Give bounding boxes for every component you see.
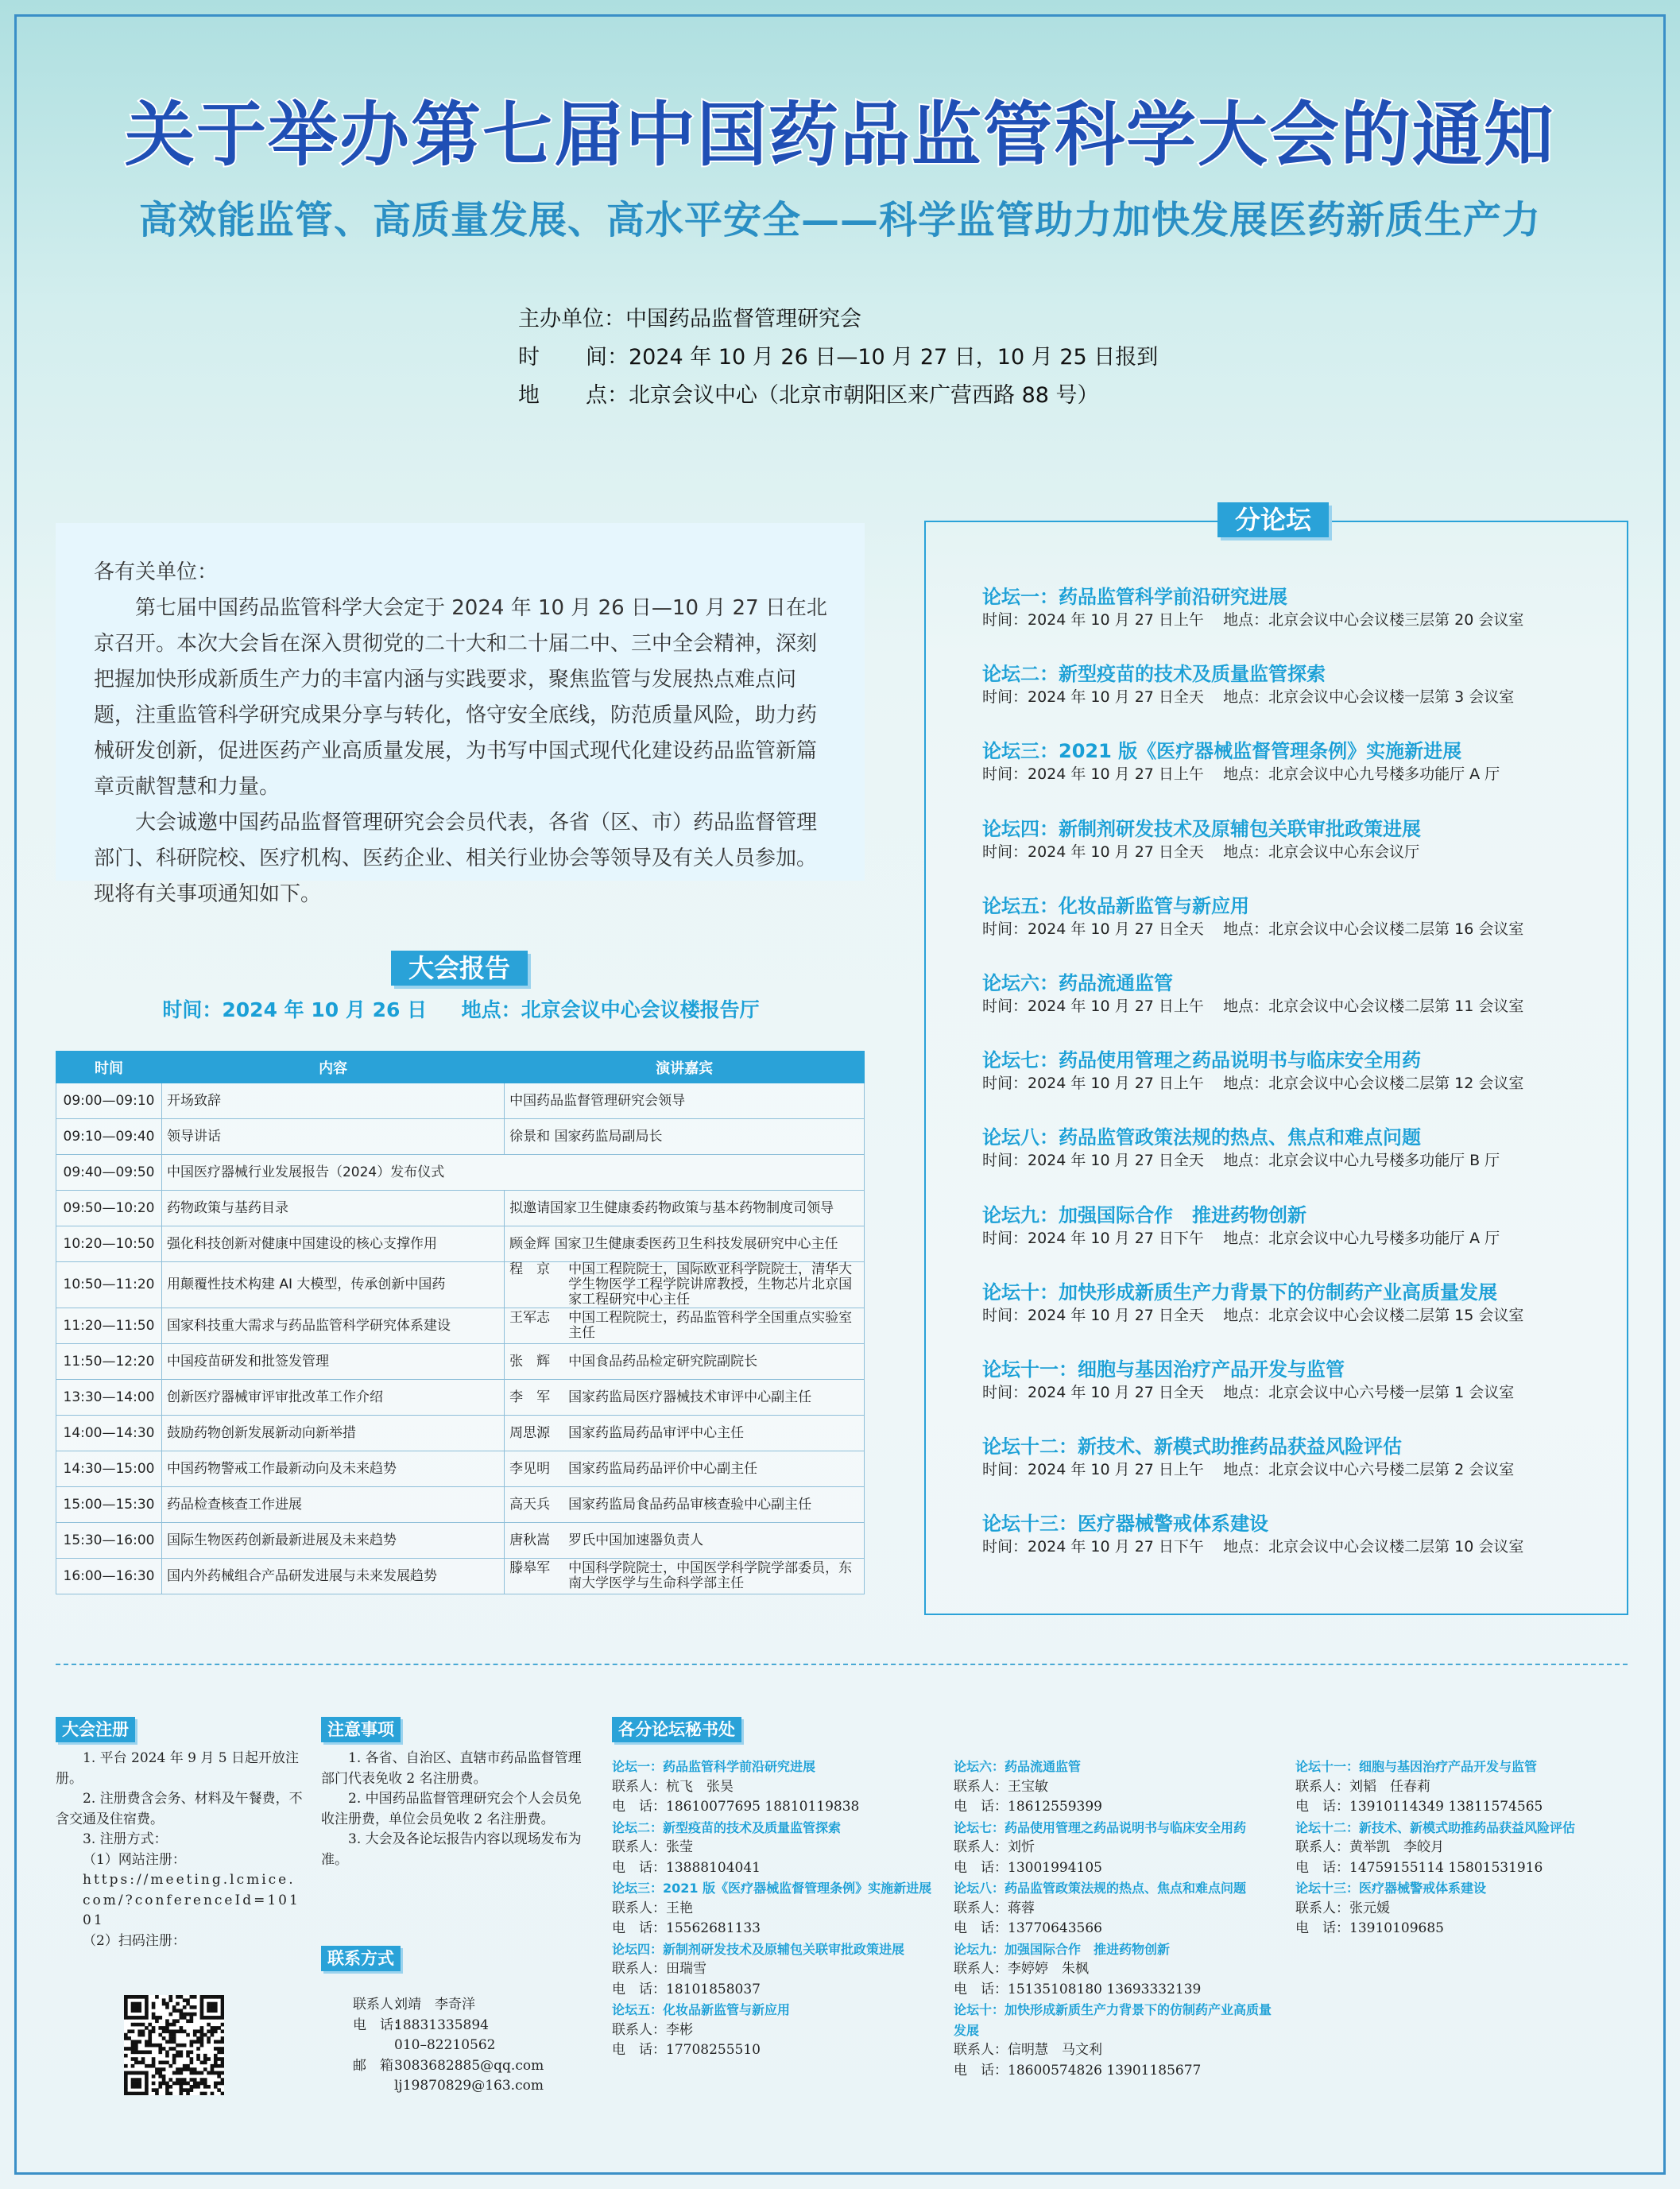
secretariat-phone: 电 话：17708255510 [612,2042,761,2058]
contact-person-label: 联系人： [353,1997,407,2013]
registration-item-4: （1）网站注册： [83,1851,186,1868]
row-speaker: 徐景和 国家药监局副局长 [505,1119,865,1155]
secretariat-phone: 电 话：15135108180 13693332139 [954,1981,1202,1997]
row-speaker [505,1262,865,1308]
secretariat-phone: 电 话：18610077695 18810119838 [612,1799,860,1815]
secretariat-column-1 [612,1757,954,2081]
header-speaker: 演讲嘉宾 [505,1052,865,1083]
contact-person-row [321,1995,583,2016]
secretariat-person: 联系人：李彬 [612,2021,693,2038]
forum-title: 论坛四：新制剂研发技术及原辅包关联审批政策进展 [982,817,1421,840]
event-info [518,300,1158,415]
forum-list [982,585,1610,1589]
secretariat-item [1295,1878,1624,1939]
secretariat-phone: 电 话：13888104041 [612,1859,761,1876]
organizer-row: 主办单位 ： 中国药品监督管理研究会 [518,300,1158,339]
secretariat-phone: 电 话：13910109685 [1295,1920,1444,1936]
organizer-label: 主办单位 [518,307,604,331]
secretariat-section [612,1717,1637,2081]
row-time: 14:00—14:30 [56,1416,162,1451]
speaker-role: 国家药监局食品药品审核查验中心副主任 [568,1496,812,1513]
page-subtitle: 高效能监管、高质量发展、高水平安全——科学监管助力加快发展医药新质生产力 [138,198,1541,242]
secretariat-phone: 电 话：13910114349 13811574565 [1295,1799,1543,1815]
forum-badge: 分论坛 [1217,502,1329,537]
row-time: 16:00—16:30 [56,1559,162,1594]
row-time: 13:30—14:00 [56,1380,162,1416]
contact-email-1[interactable]: 3083682885@qq.com [394,2057,544,2074]
row-content: 中国疫苗研发和批签发管理 [161,1344,504,1380]
table-header-row [56,1052,865,1083]
secretariat-person: 联系人：信明慧 马文利 [954,2042,1102,2058]
secretariat-person: 联系人：王艳 [612,1900,693,1916]
forum-meta: 时间：2024 年 10 月 27 日上午 地点：北京会议中心会议楼二层第 12 会议室 [982,1075,1524,1093]
greeting-paragraph-1: 第七届中国药品监管科学大会定于 2024 年 10 月 26 日—10 月 27 日在北京召开。本次大会旨在深入贯彻党的二十大和二十届二中、三中全会精神，深刻把握加快形成新质生产力的丰富内涵与实践要求，聚焦监管与发展热点难点问题，注重监管科学研究成果分享与转化，恪守安全底线，防范质量风险，助力药械研发创新，促进医药产业高质量发展，为书写中国式现代化建设药品监管新篇章贡献智慧和力量。 [94,596,827,799]
secretariat-forum-title: 论坛二：新型疫苗的技术及质量监管探索 [612,1819,842,1835]
speaker-name: 周思源 [509,1424,551,1441]
secretariat-person: 联系人：刘韬 任春莉 [1295,1778,1430,1795]
secretariat-forum-title: 论坛七：药品使用管理之药品说明书与临床安全用药 [954,1819,1247,1835]
secretariat-item [954,1757,1283,1818]
row-speaker [505,1344,865,1380]
forum-title: 论坛五：化妆品新监管与新应用 [982,894,1249,917]
secretariat-person: 联系人：张莹 [612,1839,693,1855]
secretariat-item [612,1757,941,1818]
forum-item [982,817,1610,894]
table-row [56,1262,865,1308]
secretariat-person: 联系人：黄举凯 李皎月 [1295,1839,1444,1855]
row-content: 中国药物警戒工作最新动向及未来趋势 [161,1451,504,1487]
forum-meta: 时间：2024 年 10 月 27 日下午 地点：北京会议中心九号楼多功能厅 A 厅 [982,1229,1500,1247]
forum-title: 论坛八：药品监管政策法规的热点、焦点和难点问题 [982,1126,1421,1149]
time-label-b: 间 [586,345,607,370]
header-time: 时间 [56,1052,162,1083]
forum-title: 论坛九：加强国际合作 推进药物创新 [982,1203,1306,1226]
secretariat-person: 联系人：李婷婷 朱枫 [954,1961,1089,1977]
place-label-b: 点 [586,383,607,408]
secretariat-person: 联系人：王宝敏 [954,1778,1048,1795]
forum-meta: 时间：2024 年 10 月 27 日全天 地点：北京会议中心东会议厅 [982,843,1420,861]
secretariat-phone: 电 话：18101858037 [612,1981,761,1997]
forum-item [982,739,1610,816]
secretariat-forum-title: 论坛八：药品监管政策法规的热点、焦点和难点问题 [954,1881,1247,1896]
secretariat-person: 联系人：刘忻 [954,1839,1035,1855]
speaker-role: 国家药监局药品评价中心副主任 [568,1460,758,1477]
secretariat-person: 联系人：张元媛 [1295,1900,1390,1916]
notes-section [321,1717,591,1870]
speaker-role: 罗氏中国加速器负责人 [568,1532,704,1548]
table-row [56,1523,865,1559]
contact-person: 刘靖 李奇洋 [394,1997,475,2013]
secretariat-forum-title: 论坛十：加快形成新质生产力背景下的仿制药产业高质量发展 [954,2002,1272,2038]
speaker-name: 王军志 [509,1310,551,1326]
secretariat-item [954,1878,1283,1939]
row-content: 用颠覆性技术构建 AI 大模型，传承创新中国药 [161,1262,504,1308]
secretariat-phone: 电 话：18612559399 [954,1799,1102,1815]
table-row [56,1083,865,1119]
notes-item-1: 1. 各省、自治区、直辖市药品监督管理部门代表免收 2 名注册费。 [321,1750,582,1787]
notes-badge: 注意事项 [321,1717,401,1742]
forum-item [982,1125,1610,1203]
secretariat-item [612,2000,941,2061]
speaker-role: 中国食品药品检定研究院副院长 [568,1353,758,1370]
row-speaker: 中国药品监督管理研究会领导 [505,1083,865,1119]
table-row [56,1344,865,1380]
forum-item [982,662,1610,739]
forum-item [982,1203,1610,1280]
registration-badge: 大会注册 [56,1717,135,1742]
time-value: 2024 年 10 月 26 日—10 月 27 日，10 月 25 日报到 [629,345,1159,370]
organizer-value: 中国药品监督管理研究会 [625,307,861,331]
forum-meta: 时间：2024 年 10 月 27 日全天 地点：北京会议中心会议楼二层第 16 会议室 [982,920,1524,938]
secretariat-column-3 [1295,1757,1637,2081]
row-content: 鼓励药物创新发展新动向新举措 [161,1416,504,1451]
forum-title: 论坛十二：新技术、新模式助推药品获益风险评估 [982,1435,1402,1459]
secretariat-item [954,1939,1283,2001]
table-row [56,1559,865,1594]
table-row [56,1451,865,1487]
contact-phone-label: 电 话： [353,2017,407,2033]
table-row [56,1155,865,1191]
secretariat-item [612,1878,941,1939]
row-time: 09:40—09:50 [56,1155,162,1191]
greeting-paragraph-2: 大会诚邀中国药品监督管理研究会会员代表，各省（区、市）药品监督管理部门、科研院校、医疗机构、医药企业、相关行业协会等领导及有关人员参加。现将有关事项通知如下。 [94,811,818,906]
forum-title: 论坛一：药品监管科学前沿研究进展 [982,586,1287,608]
secretariat-person: 联系人：蒋蓉 [954,1900,1035,1916]
row-content: 国家科技重大需求与药品监管科学研究体系建设 [161,1308,504,1344]
secretariat-person: 联系人：田瑞雪 [612,1961,706,1977]
speaker-name: 张 辉 [509,1353,551,1370]
forum-meta: 时间：2024 年 10 月 27 日全天 地点：北京会议中心会议楼一层第 3 会议室 [982,688,1515,707]
row-speaker [505,1487,865,1523]
secretariat-forum-title: 论坛五：化妆品新监管与新应用 [612,2002,791,2017]
secretariat-person: 联系人：杭飞 张昊 [612,1778,734,1795]
forum-title: 论坛十：加快形成新质生产力背景下的仿制药产业高质量发展 [982,1280,1497,1304]
forum-title: 论坛十一：细胞与基因治疗产品开发与监管 [982,1358,1345,1381]
secretariat-item [612,1939,941,2001]
secretariat-forum-title: 论坛一：药品监管科学前沿研究进展 [612,1759,816,1774]
row-time: 10:20—10:50 [56,1226,162,1262]
secretariat-column-2 [954,1757,1295,2081]
row-content: 国内外药械组合产品研发进展与未来发展趋势 [161,1559,504,1594]
row-time: 10:50—11:20 [56,1262,162,1308]
forum-meta: 时间：2024 年 10 月 27 日全天 地点：北京会议中心九号楼多功能厅 B 厅 [982,1152,1500,1170]
forum-item [982,1358,1610,1435]
table-row [56,1308,865,1344]
speaker-name: 李见明 [509,1460,551,1477]
contact-phone-row [321,2016,583,2036]
report-badge: 大会报告 [391,951,528,986]
registration-item-2: 2. 注册费含会务、材料及午餐费，不含交通及住宿费。 [56,1791,303,1827]
row-speaker [505,1308,865,1344]
report-meta: 时间：2024 年 10 月 26 日 地点：北京会议中心会议楼报告厅 [162,998,760,1021]
time-row: 时 间 ： 2024 年 10 月 26 日—10 月 27 日，10 月 25 日报到 [518,339,1158,377]
row-speaker: 拟邀请国家卫生健康委药物政策与基本药物制度司领导 [505,1191,865,1226]
speaker-role: 国家药监局医疗器械技术审评中心副主任 [568,1389,812,1405]
registration-qr-code[interactable] [124,1995,224,2095]
greeting-salutation: 各有关单位： [94,560,219,584]
forum-meta: 时间：2024 年 10 月 27 日上午 地点：北京会议中心会议楼二层第 11 会议室 [982,997,1524,1015]
forum-meta: 时间：2024 年 10 月 27 日上午 地点：北京会议中心九号楼多功能厅 A 厅 [982,765,1500,784]
greeting-box [56,523,865,906]
speaker-name: 滕皋军 [509,1560,551,1576]
contact-email-row [321,2056,583,2077]
registration-item-5: （2）扫码注册： [83,1932,186,1949]
row-content: 强化科技创新对健康中国建设的核心支撑作用 [161,1226,504,1262]
table-row [56,1416,865,1451]
registration-item-1: 1. 平台 2024 年 9 月 5 日起开放注册。 [56,1750,299,1787]
row-speaker [505,1380,865,1416]
row-time: 11:20—11:50 [56,1308,162,1344]
report-schedule-table [56,1051,865,1594]
forum-meta: 时间：2024 年 10 月 27 日全天 地点：北京会议中心六号楼一层第 1 会议室 [982,1383,1515,1401]
forum-item [982,585,1610,662]
forum-meta: 时间：2024 年 10 月 27 日全天 地点：北京会议中心会议楼二层第 15 会议室 [982,1306,1524,1324]
header-content: 内容 [161,1052,504,1083]
row-time: 09:00—09:10 [56,1083,162,1119]
row-time: 11:50—12:20 [56,1344,162,1380]
forum-title: 论坛十三：医疗器械警戒体系建设 [982,1513,1268,1536]
forum-item [982,894,1610,971]
contact-phone-1: 18831335894 [394,2017,489,2033]
row-time: 09:50—10:20 [56,1191,162,1226]
forum-meta: 时间：2024 年 10 月 27 日上午 地点：北京会议中心会议楼三层第 20 会议室 [982,611,1524,629]
row-speaker [505,1523,865,1559]
speaker-name: 程 京 [509,1261,551,1277]
secretariat-forum-title: 论坛十二：新技术、新模式助推药品获益风险评估 [1295,1819,1576,1835]
secretariat-phone: 电 话：14759155114 15801531916 [1295,1859,1543,1876]
forum-meta: 时间：2024 年 10 月 27 日上午 地点：北京会议中心六号楼二层第 2 会议室 [982,1461,1515,1479]
secretariat-forum-title: 论坛九：加强国际合作 推进药物创新 [954,1941,1171,1957]
row-time: 15:30—16:00 [56,1523,162,1559]
forum-meta: 时间：2024 年 10 月 27 日下午 地点：北京会议中心会议楼二层第 10 会议室 [982,1538,1524,1556]
place-label-a: 地 [518,383,540,408]
forum-item [982,971,1610,1048]
registration-url-link[interactable]: https://meeting.lcmice.com/?conferenceId=10101 [83,1872,300,1928]
speaker-role: 中国科学院院士，中国医学科学院学部委员，东南大学医学与生命科学部主任 [568,1560,853,1591]
secretariat-forum-title: 论坛十三：医疗器械警戒体系建设 [1295,1881,1487,1896]
secretariat-phone: 电 话：15562681133 [612,1920,761,1936]
registration-item-3: 3. 注册方式： [83,1831,168,1847]
row-content: 药品检查核查工作进展 [161,1487,504,1523]
table-row [56,1191,865,1226]
row-content: 领导讲话 [161,1119,504,1155]
notes-item-3: 3. 大会及各论坛报告内容以现场发布为准。 [321,1831,582,1868]
forum-item [982,1512,1610,1589]
forum-title: 论坛三：2021 版《医疗器械监督管理条例》实施新进展 [982,740,1462,763]
contact-phone-2: 010–82210562 [394,2037,496,2053]
contact-email-label: 邮 箱： [353,2057,407,2074]
page-title: 关于举办第七届中国药品监管科学大会的通知 [124,94,1555,176]
row-content: 创新医疗器械审评审批改革工作介绍 [161,1380,504,1416]
notes-item-2: 2. 中国药品监督管理研究会个人会员免收注册费，单位会员免收 2 名注册费。 [321,1791,582,1827]
secretariat-forum-title: 论坛三：2021 版《医疗器械监督管理条例》实施新进展 [612,1881,932,1896]
secretariat-phone: 电 话：13001994105 [954,1859,1102,1876]
secretariat-forum-title: 论坛四：新制剂研发技术及原辅包关联审批政策进展 [612,1941,905,1957]
place-row: 地 点 ： 北京会议中心（北京市朝阳区来广营西路 88 号） [518,377,1158,415]
table-row [56,1487,865,1523]
row-speaker [505,1451,865,1487]
row-speaker [505,1559,865,1594]
secretariat-phone: 电 话：13770643566 [954,1920,1102,1936]
secretariat-item [1295,1818,1624,1879]
speaker-role: 国家药监局药品审评中心主任 [568,1424,745,1441]
row-speaker [505,1416,865,1451]
speaker-role: 中国工程院院士，药品监管科学全国重点实验室主任 [568,1310,853,1341]
secretariat-item [954,2000,1283,2081]
forum-item [982,1435,1610,1512]
row-content: 中国医疗器械行业发展报告（2024）发布仪式 [161,1155,864,1191]
speaker-name: 高天兵 [509,1496,551,1513]
speaker-role: 中国工程院院士，国际欧亚科学院院士，清华大学生物医学工程学院讲席教授，生物芯片北京国家工程研究中心主任 [568,1261,853,1308]
row-time: 15:00—15:30 [56,1487,162,1523]
contact-section [321,1946,583,2097]
secretariat-item [612,1818,941,1879]
secretariat-item [954,1818,1283,1879]
contact-email-2[interactable]: lj19870829@163.com [394,2078,544,2094]
secretariat-forum-title: 论坛十一：细胞与基因治疗产品开发与监管 [1295,1759,1538,1774]
secretariat-phone: 电 话：18600574826 13901185677 [954,2062,1202,2079]
section-divider [56,1664,1628,1665]
row-content: 国际生物医药创新最新进展及未来趋势 [161,1523,504,1559]
speaker-name: 唐秋嵩 [509,1532,551,1548]
row-time: 14:30—15:00 [56,1451,162,1487]
secretariat-badge: 各分论坛秘书处 [612,1717,741,1742]
forum-item [982,1048,1610,1125]
table-row [56,1119,865,1155]
registration-section [56,1717,304,1951]
row-content: 开场致辞 [161,1083,504,1119]
forum-item [982,1280,1610,1358]
qr-code-icon [124,1995,224,2095]
contact-badge: 联系方式 [321,1946,401,1971]
row-content: 药物政策与基药目录 [161,1191,504,1226]
secretariat-item [1295,1757,1624,1818]
place-value: 北京会议中心（北京市朝阳区来广营西路 88 号） [629,383,1099,408]
time-label-a: 时 [518,345,540,370]
secretariat-forum-title: 论坛六：药品流通监管 [954,1759,1082,1774]
table-row [56,1380,865,1416]
forum-title: 论坛六：药品流通监管 [982,971,1173,994]
forum-title: 论坛七：药品使用管理之药品说明书与临床安全用药 [982,1049,1421,1072]
speaker-name: 李 军 [509,1389,551,1405]
row-time: 09:10—09:40 [56,1119,162,1155]
forum-title: 论坛二：新型疫苗的技术及质量监管探索 [982,663,1326,686]
row-speaker: 顾金辉 国家卫生健康委医药卫生科技发展研究中心主任 [505,1226,865,1262]
table-row [56,1226,865,1262]
